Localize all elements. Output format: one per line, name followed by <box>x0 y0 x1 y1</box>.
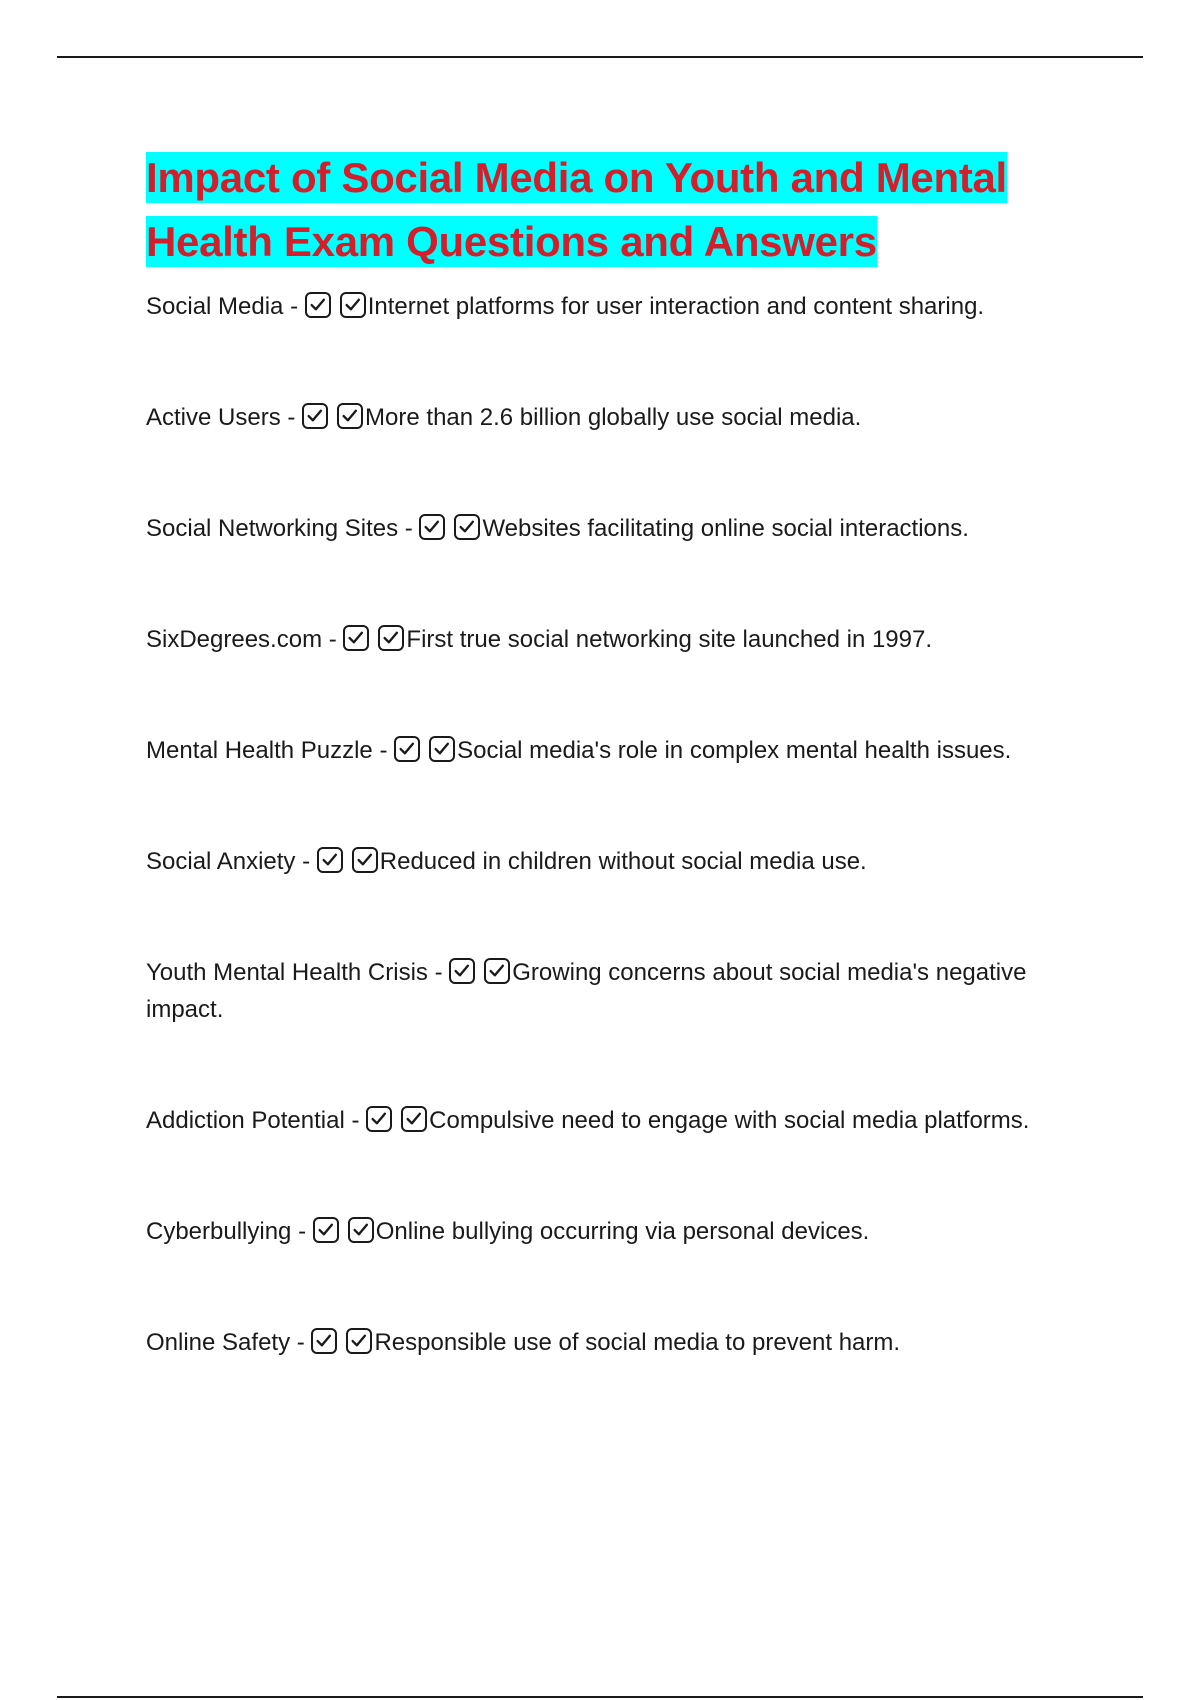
title-highlight: Impact of Social Media on Youth and Mental Health Exam Questions and Answers <box>146 154 1007 265</box>
checkbox-checked-icon <box>346 1328 372 1354</box>
qa-item <box>146 843 1096 880</box>
checkbox-checked-icon <box>317 847 343 873</box>
checkbox-checked-icon <box>394 736 420 762</box>
checkbox-checked-icon <box>302 403 328 429</box>
qa-answer: Online bullying occurring via personal devices. <box>375 1218 870 1245</box>
qa-term: Social Anxiety <box>146 848 296 875</box>
checkbox-checked-icon <box>454 514 480 540</box>
qa-term: SixDegrees.com <box>146 626 323 653</box>
qa-separator: - <box>290 293 299 320</box>
qa-answer: Responsible use of social media to prevent harm. <box>374 1329 901 1356</box>
qa-term: Social Networking Sites <box>146 515 399 542</box>
qa-answer: Internet platforms for user interaction and content sharing. <box>367 293 985 320</box>
checkbox-checked-icon <box>343 625 369 651</box>
qa-separator: - <box>298 1218 307 1245</box>
qa-answer: Websites facilitating online social interactions. <box>482 515 969 542</box>
qa-item <box>146 621 1096 658</box>
qa-answer: Growing concerns about social media's negative impact. <box>146 959 1027 1023</box>
qa-term: Active Users <box>146 404 281 431</box>
qa-item <box>146 732 1096 769</box>
qa-separator: - <box>434 959 443 986</box>
checkbox-checked-icon <box>340 292 366 318</box>
qa-term: Mental Health Puzzle <box>146 737 373 764</box>
qa-separator: - <box>328 626 337 653</box>
qa-answer: More than 2.6 billion globally use social media. <box>365 404 862 431</box>
checkbox-checked-icon <box>378 625 404 651</box>
qa-answer: Reduced in children without social media use. <box>379 848 867 875</box>
qa-item <box>146 399 1096 436</box>
qa-separator: - <box>404 515 413 542</box>
qa-item <box>146 1213 1096 1250</box>
qa-answer: Social media's role in complex mental health issues. <box>457 737 1012 764</box>
qa-term: Cyberbullying <box>146 1218 292 1245</box>
qa-separator: - <box>287 404 296 431</box>
qa-separator: - <box>296 1329 305 1356</box>
qa-list <box>146 288 1096 1361</box>
document-title <box>146 146 1096 274</box>
qa-answer: Compulsive need to engage with social media platforms. <box>429 1107 1030 1134</box>
qa-item <box>146 288 1096 325</box>
qa-separator: - <box>302 848 311 875</box>
qa-term: Online Safety <box>146 1329 291 1356</box>
document-body <box>146 146 1096 1361</box>
bottom-rule <box>57 1696 1143 1698</box>
qa-separator: - <box>351 1107 360 1134</box>
qa-item <box>146 1102 1096 1139</box>
checkbox-checked-icon <box>352 847 378 873</box>
checkbox-checked-icon <box>449 958 475 984</box>
checkbox-checked-icon <box>366 1106 392 1132</box>
qa-separator: - <box>379 737 388 764</box>
checkbox-checked-icon <box>484 958 510 984</box>
checkbox-checked-icon <box>313 1217 339 1243</box>
checkbox-checked-icon <box>305 292 331 318</box>
qa-item <box>146 510 1096 547</box>
qa-term: Addiction Potential <box>146 1107 345 1134</box>
checkbox-checked-icon <box>419 514 445 540</box>
qa-item <box>146 1324 1096 1361</box>
checkbox-checked-icon <box>348 1217 374 1243</box>
checkbox-checked-icon <box>429 736 455 762</box>
qa-answer: First true social networking site launched in 1997. <box>406 626 933 653</box>
checkbox-checked-icon <box>337 403 363 429</box>
qa-term: Social Media <box>146 293 284 320</box>
qa-term: Youth Mental Health Crisis <box>146 959 428 986</box>
checkbox-checked-icon <box>311 1328 337 1354</box>
top-rule <box>57 56 1143 58</box>
checkbox-checked-icon <box>401 1106 427 1132</box>
qa-item <box>146 954 1096 1028</box>
